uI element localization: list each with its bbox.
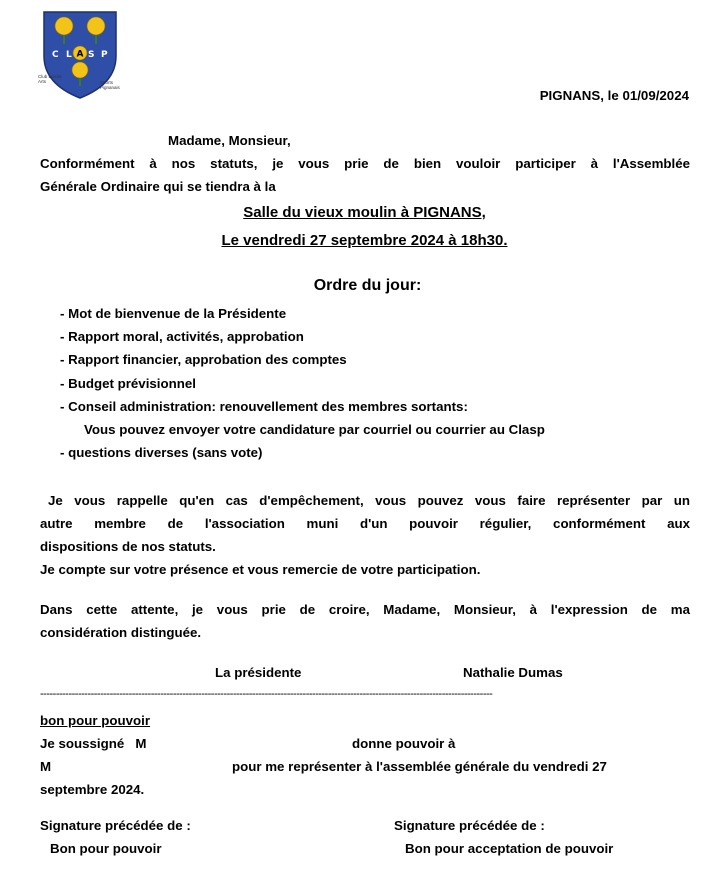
- agenda-item: - Rapport moral, activités, approbation: [60, 329, 304, 344]
- signature-left-title: Signature précédée de :: [40, 818, 191, 833]
- signature-right-title: Signature précédée de :: [394, 818, 545, 833]
- thanks-line: Je compte sur votre présence et vous remercie de votre participation.: [40, 562, 481, 577]
- intro-line-2: Générale Ordinaire qui se tiendra à la: [40, 179, 276, 194]
- agenda-title: Ordre du jour:: [313, 277, 422, 294]
- svg-text:P: P: [101, 50, 108, 60]
- proxy-purpose: pour me représenter à l'assemblée générale du vendredi 27: [232, 759, 607, 774]
- proxy-purpose-cont: septembre 2024.: [40, 782, 145, 797]
- venue: Salle du vieux moulin à PIGNANS,: [243, 204, 486, 221]
- svg-text:S: S: [88, 50, 95, 60]
- svg-text:A: A: [76, 49, 84, 60]
- logo-side-right: Sports Pignanais: [100, 80, 120, 90]
- agenda-note: Vous pouvez envoyer votre candidature par courriel ou courrier au Clasp: [84, 422, 545, 437]
- signature-right-value: Bon pour acceptation de pouvoir: [405, 841, 614, 856]
- svg-text:L: L: [66, 50, 72, 60]
- reminder-line-1: Je vous rappelle qu'en cas d'empêchement, vous pouvez vous faire représenter par un: [48, 493, 690, 508]
- meeting-date: Le vendredi 27 septembre 2024 à 18h30.: [221, 232, 508, 249]
- proxy-undersigned: Je soussigné M: [40, 736, 147, 751]
- agenda-item: - questions diverses (sans vote): [60, 445, 263, 460]
- agenda-item: - Conseil administration: renouvellement des membres sortants:: [60, 399, 468, 414]
- logo-side-left: Club Loisirs Arts: [38, 74, 62, 84]
- signatory-title: La présidente: [215, 665, 302, 680]
- proxy-recipient: M: [40, 759, 52, 774]
- signature-left-value: Bon pour pouvoir: [50, 841, 162, 856]
- agenda-item: - Rapport financier, approbation des comptes: [60, 352, 347, 367]
- proxy-gives-power: donne pouvoir à: [352, 736, 456, 751]
- svg-text:C: C: [52, 50, 59, 60]
- agenda-item: - Budget prévisionnel: [60, 376, 196, 391]
- agenda-item: - Mot de bienvenue de la Présidente: [60, 306, 287, 321]
- intro-line-1: Conformément à nos statuts, je vous prie de bien vouloir participer à l'Assemblée: [40, 156, 690, 171]
- greeting: Madame, Monsieur,: [168, 133, 291, 148]
- proxy-title: bon pour pouvoir: [40, 713, 151, 728]
- reminder-line-3: dispositions de nos statuts.: [40, 539, 216, 554]
- closing-line-2: considération distinguée.: [40, 625, 202, 640]
- closing-line-1: Dans cette attente, je vous prie de croire, Madame, Monsieur, à l'expression de ma: [40, 602, 690, 617]
- place-date: PIGNANS, le 01/09/2024: [539, 88, 689, 103]
- reminder-line-2: autre membre de l'association muni d'un pouvoir régulier, conformément aux: [40, 516, 690, 531]
- signatory-name: Nathalie Dumas: [463, 665, 563, 680]
- cut-line: -----------------------------------------------------------------------------------------------------------------------------------------------: [40, 688, 493, 700]
